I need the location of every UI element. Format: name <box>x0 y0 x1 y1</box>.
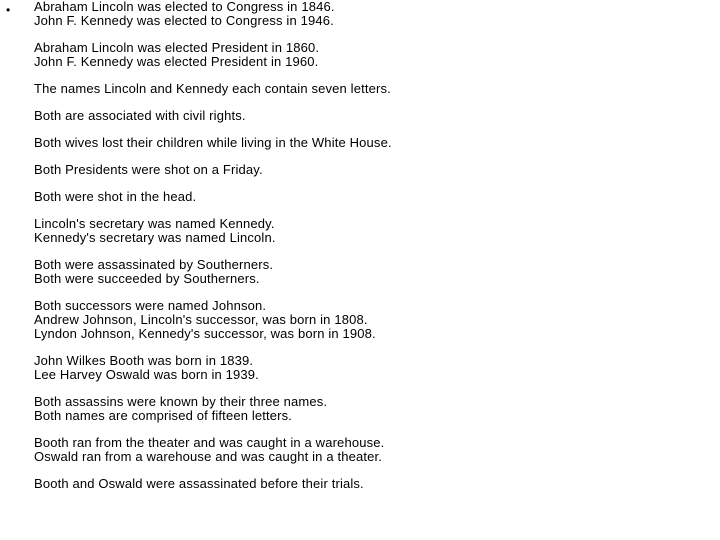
paragraph <box>34 258 714 286</box>
text-line: Kennedy's secretary was named Lincoln. <box>34 230 276 245</box>
text-line: Both were assassinated by Southerners. <box>34 257 274 272</box>
text-line: Booth ran from the theater and was caught in a warehouse. <box>34 435 385 450</box>
text-line: Both assassins were known by their three names. <box>34 394 328 409</box>
text-line: Abraham Lincoln was elected President in 1860. <box>34 40 320 55</box>
text-line: Oswald ran from a warehouse and was caught in a theater. <box>34 449 383 464</box>
text-line: Both were succeeded by Southerners. <box>34 271 260 286</box>
paragraph <box>34 477 714 491</box>
paragraph <box>34 0 714 28</box>
paragraph <box>34 136 714 150</box>
paragraph <box>34 109 714 123</box>
paragraph <box>34 163 714 177</box>
text-line: Both Presidents were shot on a Friday. <box>34 162 263 177</box>
text-line: Both are associated with civil rights. <box>34 108 246 123</box>
paragraph <box>34 82 714 96</box>
text-line: Both wives lost their children while living in the White House. <box>34 135 392 150</box>
text-line: Andrew Johnson, Lincoln's successor, was born in 1808. <box>34 312 368 327</box>
paragraph <box>34 436 714 464</box>
paragraph <box>34 354 714 382</box>
paragraph <box>34 299 714 341</box>
bullet-marker: • <box>6 3 11 17</box>
text-line: Booth and Oswald were assassinated before their trials. <box>34 476 364 491</box>
paragraph <box>34 217 714 245</box>
text-line: Both were shot in the head. <box>34 189 197 204</box>
bullet-content <box>34 0 714 504</box>
text-line: Lyndon Johnson, Kennedy's successor, was born in 1908. <box>34 326 376 341</box>
text-line: Lincoln's secretary was named Kennedy. <box>34 216 275 231</box>
paragraph <box>34 395 714 423</box>
text-line: John F. Kennedy was elected to Congress in 1946. <box>34 13 334 28</box>
text-line: John F. Kennedy was elected President in 1960. <box>34 54 319 69</box>
text-line: Lee Harvey Oswald was born in 1939. <box>34 367 259 382</box>
text-line: Both names are comprised of fifteen letters. <box>34 408 293 423</box>
paragraph <box>34 41 714 69</box>
paragraph <box>34 190 714 204</box>
text-line: The names Lincoln and Kennedy each contain seven letters. <box>34 81 391 96</box>
text-line: Both successors were named Johnson. <box>34 298 267 313</box>
text-line: Abraham Lincoln was elected to Congress in 1846. <box>34 0 335 14</box>
text-line: John Wilkes Booth was born in 1839. <box>34 353 254 368</box>
